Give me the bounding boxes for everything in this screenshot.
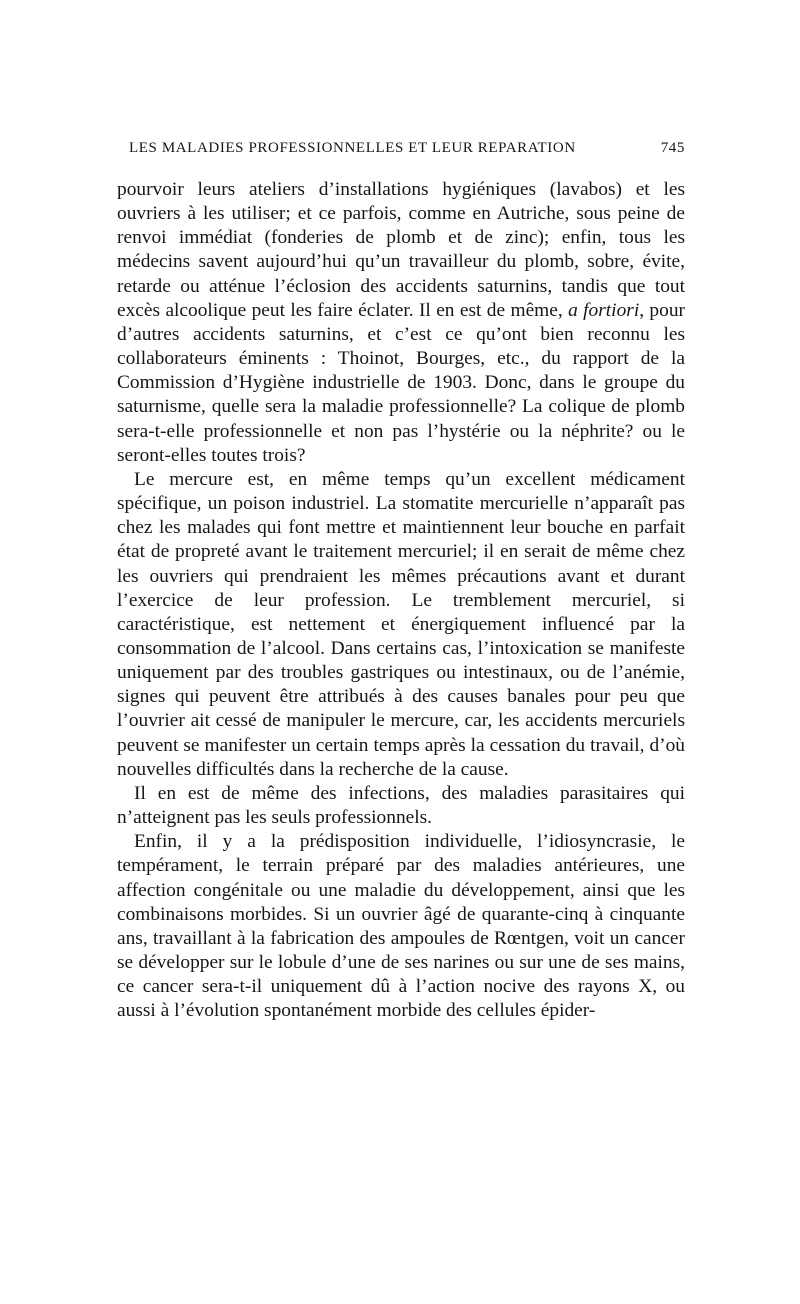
text-span: , pour d’autres accidents saturnins, et c’est ce qu’ont bien reconnu les collaborateurs éminents : Thoinot, Bourges, etc., du rapport de la Commission d’Hygiène industrielle de 1903. Donc, dans le groupe du saturnisme, quelle sera la maladie professionnelle? La colique de plomb sera-t-elle professionnelle et non pas l’hystérie ou la néphrite? ou le seront-elles toutes trois? xyxy=(117,299,685,466)
text-span: Enfin, il y a la prédisposition individuelle, l’idiosyncrasie, le tempérament, le terrain préparé par des maladies antérieures, une affection congénitale ou une maladie du développement, ainsi que les combinaisons morbides. Si un ouvrier âgé de quarante-cinq à cinquante ans, travaillant à la fabrication des ampoules de Rœntgen, voit un cancer se développer sur le lobule d’une de ses narines ou sur une de ses mains, ce cancer sera-t-il uniquement dû à l’action nocive des rayons X, ou aussi à l’évolution spontanément morbide des cellules épider- xyxy=(117,831,685,1022)
text-span: pourvoir leurs ateliers d’installations hygiéniques (lavabos) et les ouvriers à les utiliser; et ce parfois, comme en Autriche, sous peine de renvoi immédiat (fonderies de plomb et de zinc); enfin, tous les médecins savent aujourd’hui qu’un travailleur du plomb, sobre, évite, retarde ou atténue l’éclosion des accidents saturnins, tandis que tout excès alcoolique peut les faire éclater. Il en est de même, xyxy=(117,179,685,321)
running-head xyxy=(129,140,685,170)
body-text xyxy=(117,178,685,1023)
paragraph-infections xyxy=(117,782,685,830)
italic-text-span: a fortiori xyxy=(568,299,640,321)
running-head-title: LES MALADIES PROFESSIONNELLES ET LEUR REPARATION xyxy=(129,140,576,156)
paragraph-predisposition xyxy=(117,830,685,1023)
page-number: 745 xyxy=(660,140,685,156)
text-span: Il en est de même des infections, des maladies parasitaires qui n’atteignent pas les seuls professionnels. xyxy=(117,782,685,829)
paragraph-mercury xyxy=(117,468,685,782)
text-span: Le mercure est, en même temps qu’un excellent médicament spécifique, un poison industriel. La stomatite mercurielle n’apparaît pas chez les malades qui font mettre et maintiennent leur bouche en parfait état de propreté avant le traitement mercuriel; il en serait de même chez les ouvriers qui prendraient les mêmes précautions avant et durant l’exercice de leur profession. Le tremblement mercuriel, si caractéristique, est nettement et énergiquement influencé par la consommation de l’alcool. Dans certains cas, l’intoxication se manifeste uniquement par des troubles gastriques ou intestinaux, ou de l’anémie, signes qui peuvent être attribués à des causes banales pour peu que l’ouvrier ait cessé de manipuler le mercure, car, les accidents mercuriels peuvent se manifester un certain temps après la cessation du travail, d’où nouvelles difficultés dans la recherche de la cause. xyxy=(117,468,685,780)
book-page xyxy=(117,140,685,1023)
paragraph-lead-poisoning xyxy=(117,178,685,468)
